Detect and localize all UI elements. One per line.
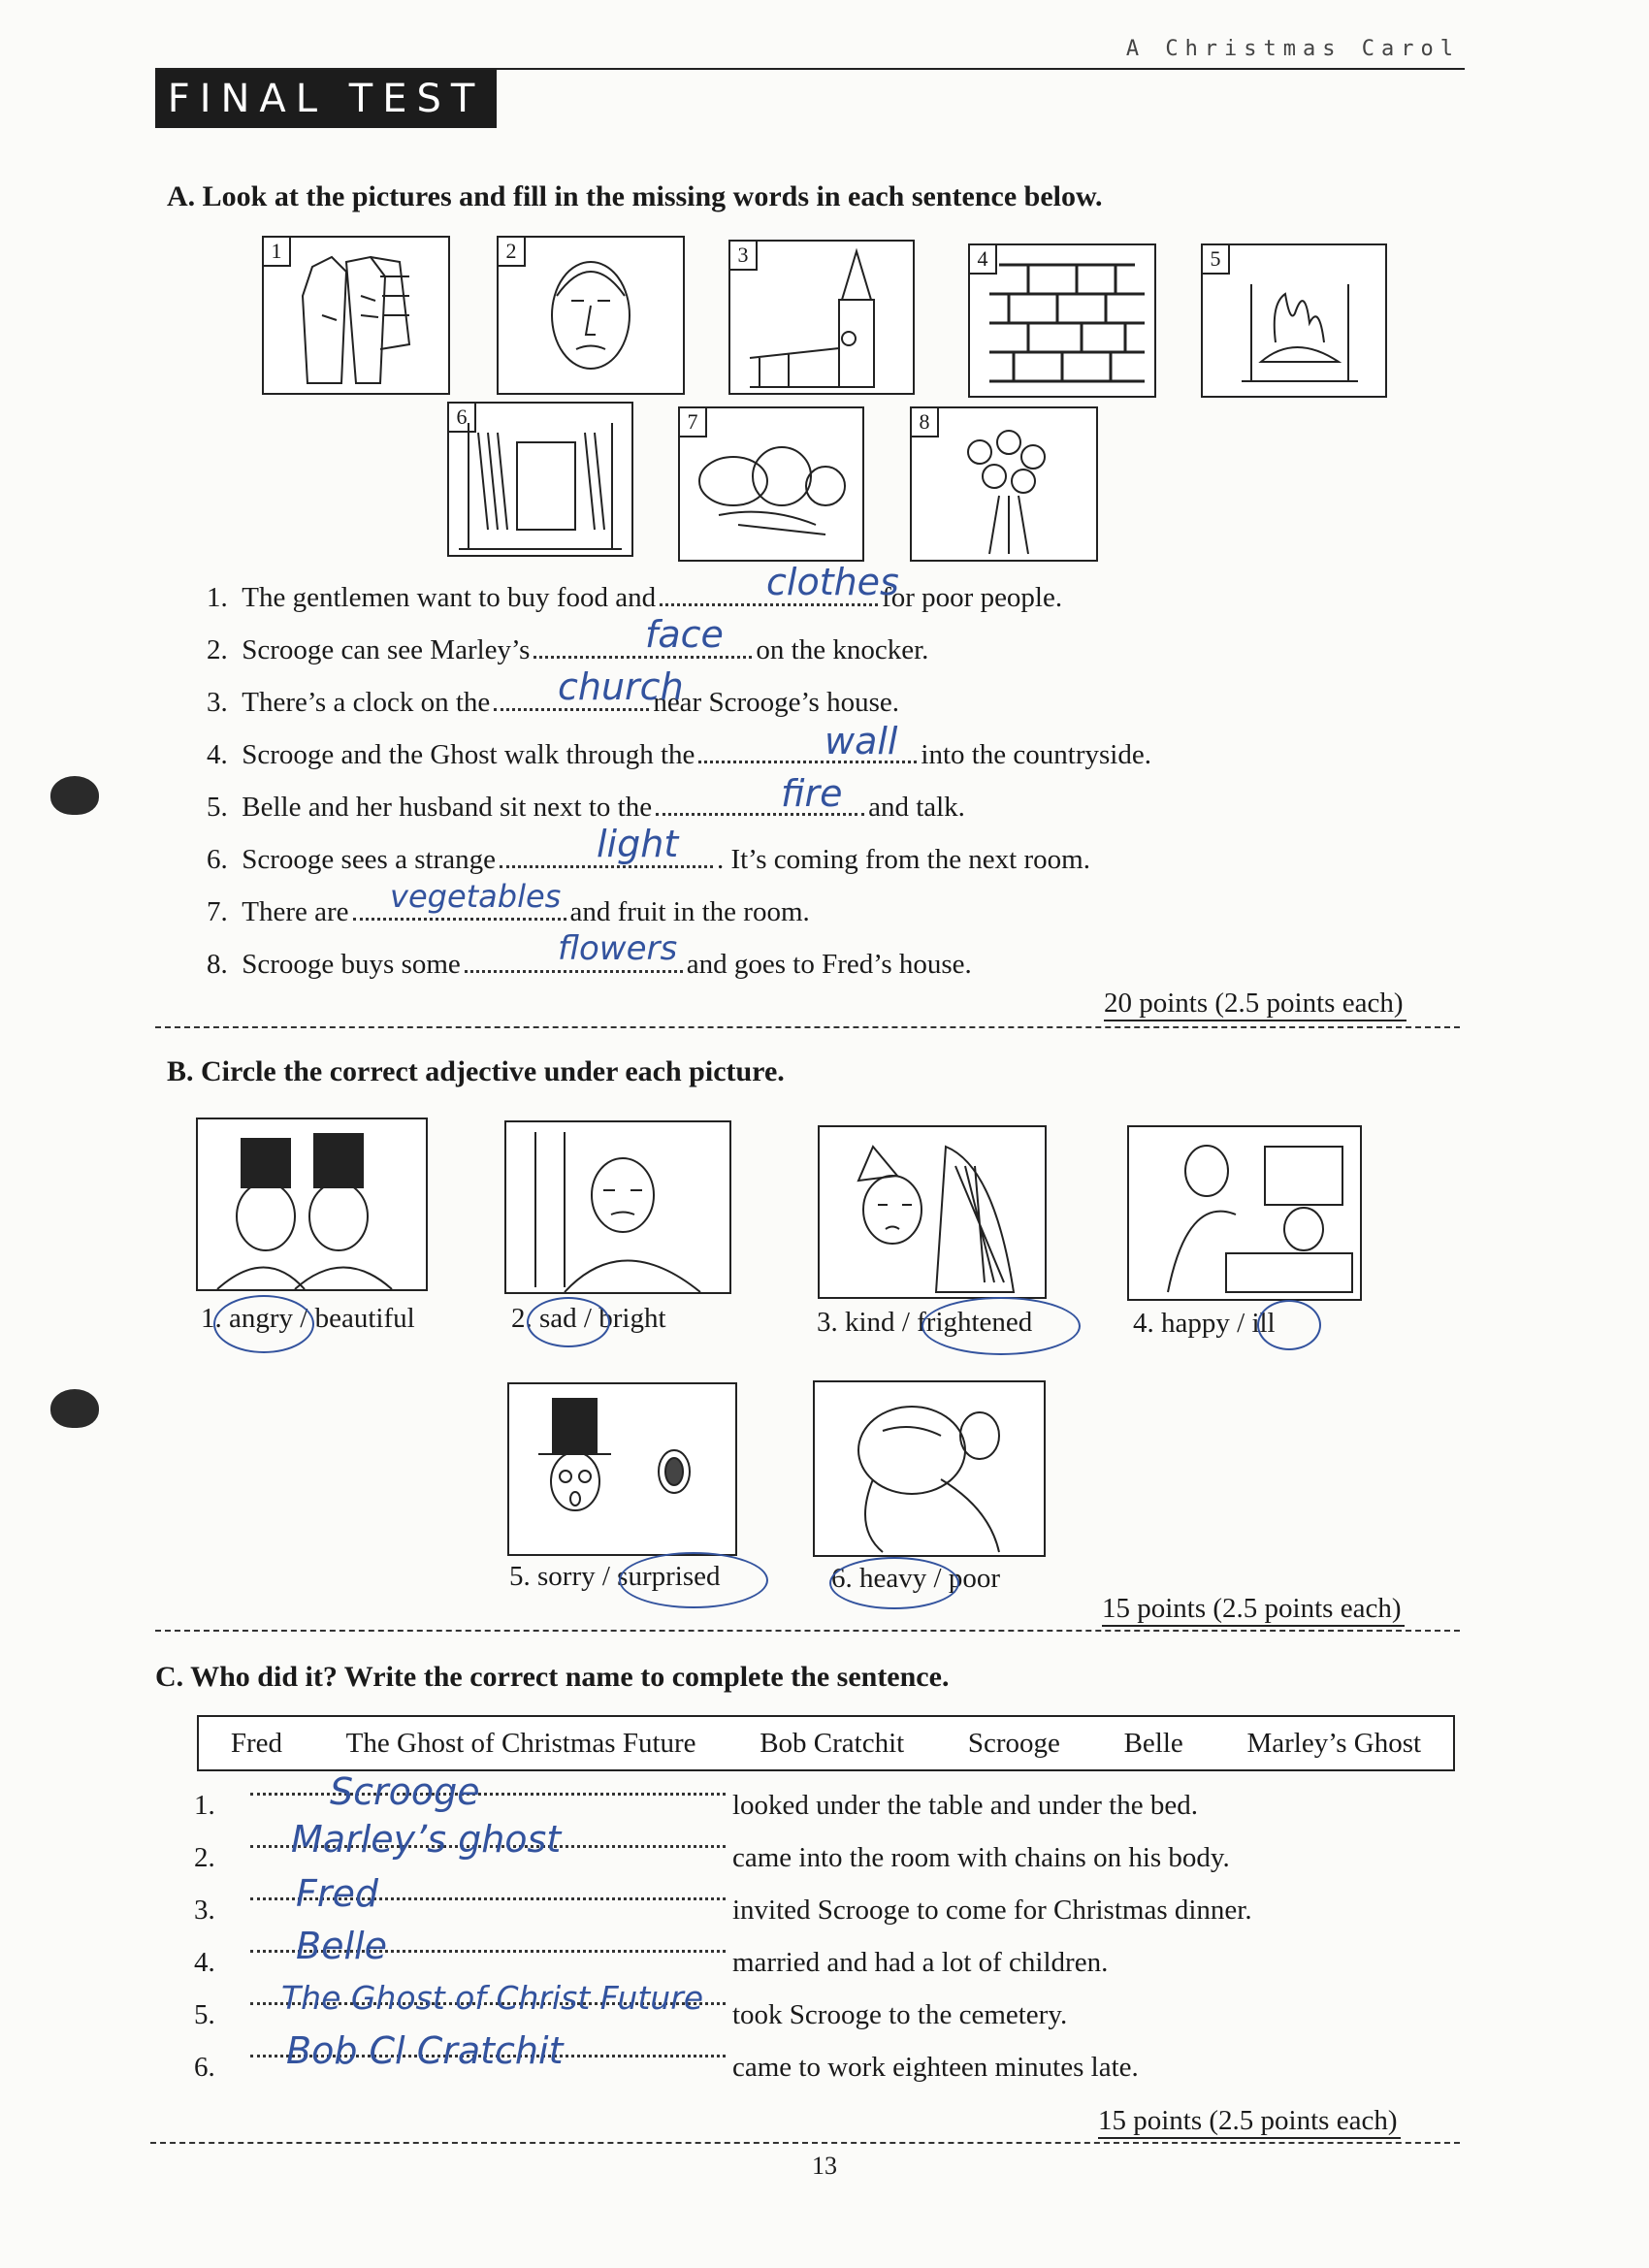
c-item-5: 5. <box>194 1999 215 2030</box>
caption-1: 1. angry / beautiful <box>201 1303 415 1334</box>
answer-circle <box>619 1552 768 1608</box>
sentence-2: 2. Scrooge can see Marley’s on the knocker. <box>207 634 929 665</box>
sentence-7: 7. There are and fruit in the room. <box>207 896 810 927</box>
caption-4: 4. happy / ill <box>1133 1308 1276 1339</box>
c-item-4: 4. <box>194 1947 215 1978</box>
handwritten-answer: face <box>645 613 724 656</box>
sentence-4: 4. Scrooge and the Ghost walk through the into the countryside. <box>207 739 1151 770</box>
section-a-points: 20 points (2.5 points each) <box>1104 988 1406 1021</box>
sentence-1: 1. The gentlemen want to buy food and for poor people. <box>207 582 1063 613</box>
handwritten-answer: Fred <box>296 1872 378 1915</box>
picture-face <box>497 236 685 395</box>
option[interactable]: heavy <box>859 1563 927 1594</box>
section-divider <box>155 1026 1460 1028</box>
picture-gentlemen <box>196 1118 428 1291</box>
name-option: Marley’s Ghost <box>1246 1727 1422 1759</box>
picture-sad-man <box>504 1120 731 1294</box>
option[interactable]: angry <box>229 1303 294 1334</box>
handwritten-answer: vegetables <box>390 878 562 915</box>
sentence-8: 8. Scrooge buys some and goes to Fred’s house. <box>207 949 972 980</box>
picture-clothes <box>262 236 450 395</box>
punch-hole <box>50 1389 99 1428</box>
handwritten-answer: Belle <box>296 1925 387 1967</box>
picture-ill-child <box>1127 1125 1362 1301</box>
c-item-4-text: married and had a lot of children. <box>732 1947 1109 1978</box>
answer-circle <box>527 1297 610 1347</box>
handwritten-answer: light <box>597 823 679 865</box>
section-c-points: 15 points (2.5 points each) <box>1098 2105 1401 2139</box>
handwritten-answer: Bob Cl Cratchit <box>286 2029 564 2072</box>
name-option: Belle <box>1123 1727 1183 1759</box>
picture-vegetables <box>678 406 864 562</box>
handwritten-answer: Marley’s ghost <box>291 1818 562 1861</box>
name-option: Fred <box>230 1727 282 1759</box>
option[interactable]: kind <box>845 1307 895 1338</box>
picture-wall <box>968 243 1156 398</box>
name-option: Bob Cratchit <box>760 1727 905 1759</box>
handwritten-answer: Scrooge <box>330 1770 480 1813</box>
picture-heavy-turkey <box>813 1380 1046 1557</box>
sentence-5: 5. Belle and her husband sit next to the and talk. <box>207 792 965 823</box>
picture-number: 5 <box>1203 245 1230 275</box>
section-b-title: B. Circle the correct adjective under each picture. <box>167 1055 785 1087</box>
option[interactable]: ill <box>1251 1308 1276 1339</box>
answer-circle <box>213 1295 314 1353</box>
answer-circle <box>829 1557 959 1609</box>
book-title: A Christmas Carol <box>1125 37 1460 61</box>
section-a-title: A. Look at the pictures and fill in the missing words in each sentence below. <box>167 180 1103 212</box>
caption-2: 2. sad / bright <box>511 1303 666 1334</box>
c-item-5-text: took Scrooge to the cemetery. <box>732 1999 1068 2030</box>
answer-circle <box>1257 1300 1321 1350</box>
option[interactable]: surprised <box>617 1561 721 1592</box>
page-number: 13 <box>812 2152 837 2180</box>
option[interactable]: beautiful <box>314 1303 415 1334</box>
c-item-3: 3. <box>194 1895 215 1926</box>
picture-light <box>447 402 633 557</box>
handwritten-answer: church <box>558 665 684 708</box>
names-box <box>197 1715 1455 1771</box>
handwritten-answer: flowers <box>558 929 678 968</box>
section-divider <box>155 1630 1460 1632</box>
picture-number: 3 <box>730 242 758 271</box>
picture-church <box>728 240 915 395</box>
answer-circle <box>922 1297 1081 1355</box>
picture-frightened-man <box>818 1125 1047 1299</box>
section-divider <box>150 2142 1460 2144</box>
picture-number: 2 <box>499 238 526 267</box>
section-b-points: 15 points (2.5 points each) <box>1102 1593 1405 1627</box>
c-item-2: 2. <box>194 1842 215 1873</box>
c-item-1-text: looked under the table and under the bed. <box>732 1790 1198 1821</box>
handwritten-answer: The Ghost of Christ Future <box>281 1979 704 2017</box>
picture-number: 7 <box>680 408 707 437</box>
name-option: The Ghost of Christmas Future <box>345 1727 696 1759</box>
handwritten-answer: clothes <box>766 561 899 603</box>
caption-5: 5. sorry / surprised <box>509 1561 721 1592</box>
picture-surprised-man <box>507 1382 737 1556</box>
section-c-title: C. Who did it? Write the correct name to complete the sentence. <box>155 1661 950 1693</box>
final-test-label: FINAL TEST <box>155 70 497 128</box>
option[interactable]: frightened <box>917 1307 1033 1338</box>
sentence-6: 6. Scrooge sees a strange . It’s coming from the next room. <box>207 844 1090 875</box>
c-item-1: 1. <box>194 1790 215 1821</box>
picture-number: 6 <box>449 404 476 433</box>
option[interactable]: bright <box>598 1303 666 1334</box>
c-item-6: 6. <box>194 2052 215 2083</box>
picture-number: 4 <box>970 245 997 275</box>
picture-flowers <box>910 406 1098 562</box>
picture-fire <box>1201 243 1387 398</box>
c-item-2-text: came into the room with chains on his body. <box>732 1842 1230 1873</box>
option[interactable]: sorry <box>537 1561 596 1592</box>
sentence-3: 3. There’s a clock on the near Scrooge’s house. <box>207 687 899 718</box>
caption-3: 3. kind / frightened <box>817 1307 1033 1338</box>
c-item-6-text: came to work eighteen minutes late. <box>732 2052 1139 2083</box>
answer-blank[interactable] <box>250 1793 726 1796</box>
punch-hole <box>50 776 99 815</box>
name-option: Scrooge <box>967 1727 1060 1759</box>
option[interactable]: sad <box>539 1303 577 1334</box>
option[interactable]: happy <box>1161 1308 1230 1339</box>
c-item-3-text: invited Scrooge to come for Christmas dinner. <box>732 1895 1252 1926</box>
picture-number: 8 <box>912 408 939 437</box>
option[interactable]: poor <box>948 1563 1000 1594</box>
handwritten-answer: wall <box>824 720 898 762</box>
picture-number: 1 <box>264 238 291 267</box>
caption-6: 6. heavy / poor <box>831 1563 1000 1594</box>
handwritten-answer: fire <box>781 772 843 815</box>
